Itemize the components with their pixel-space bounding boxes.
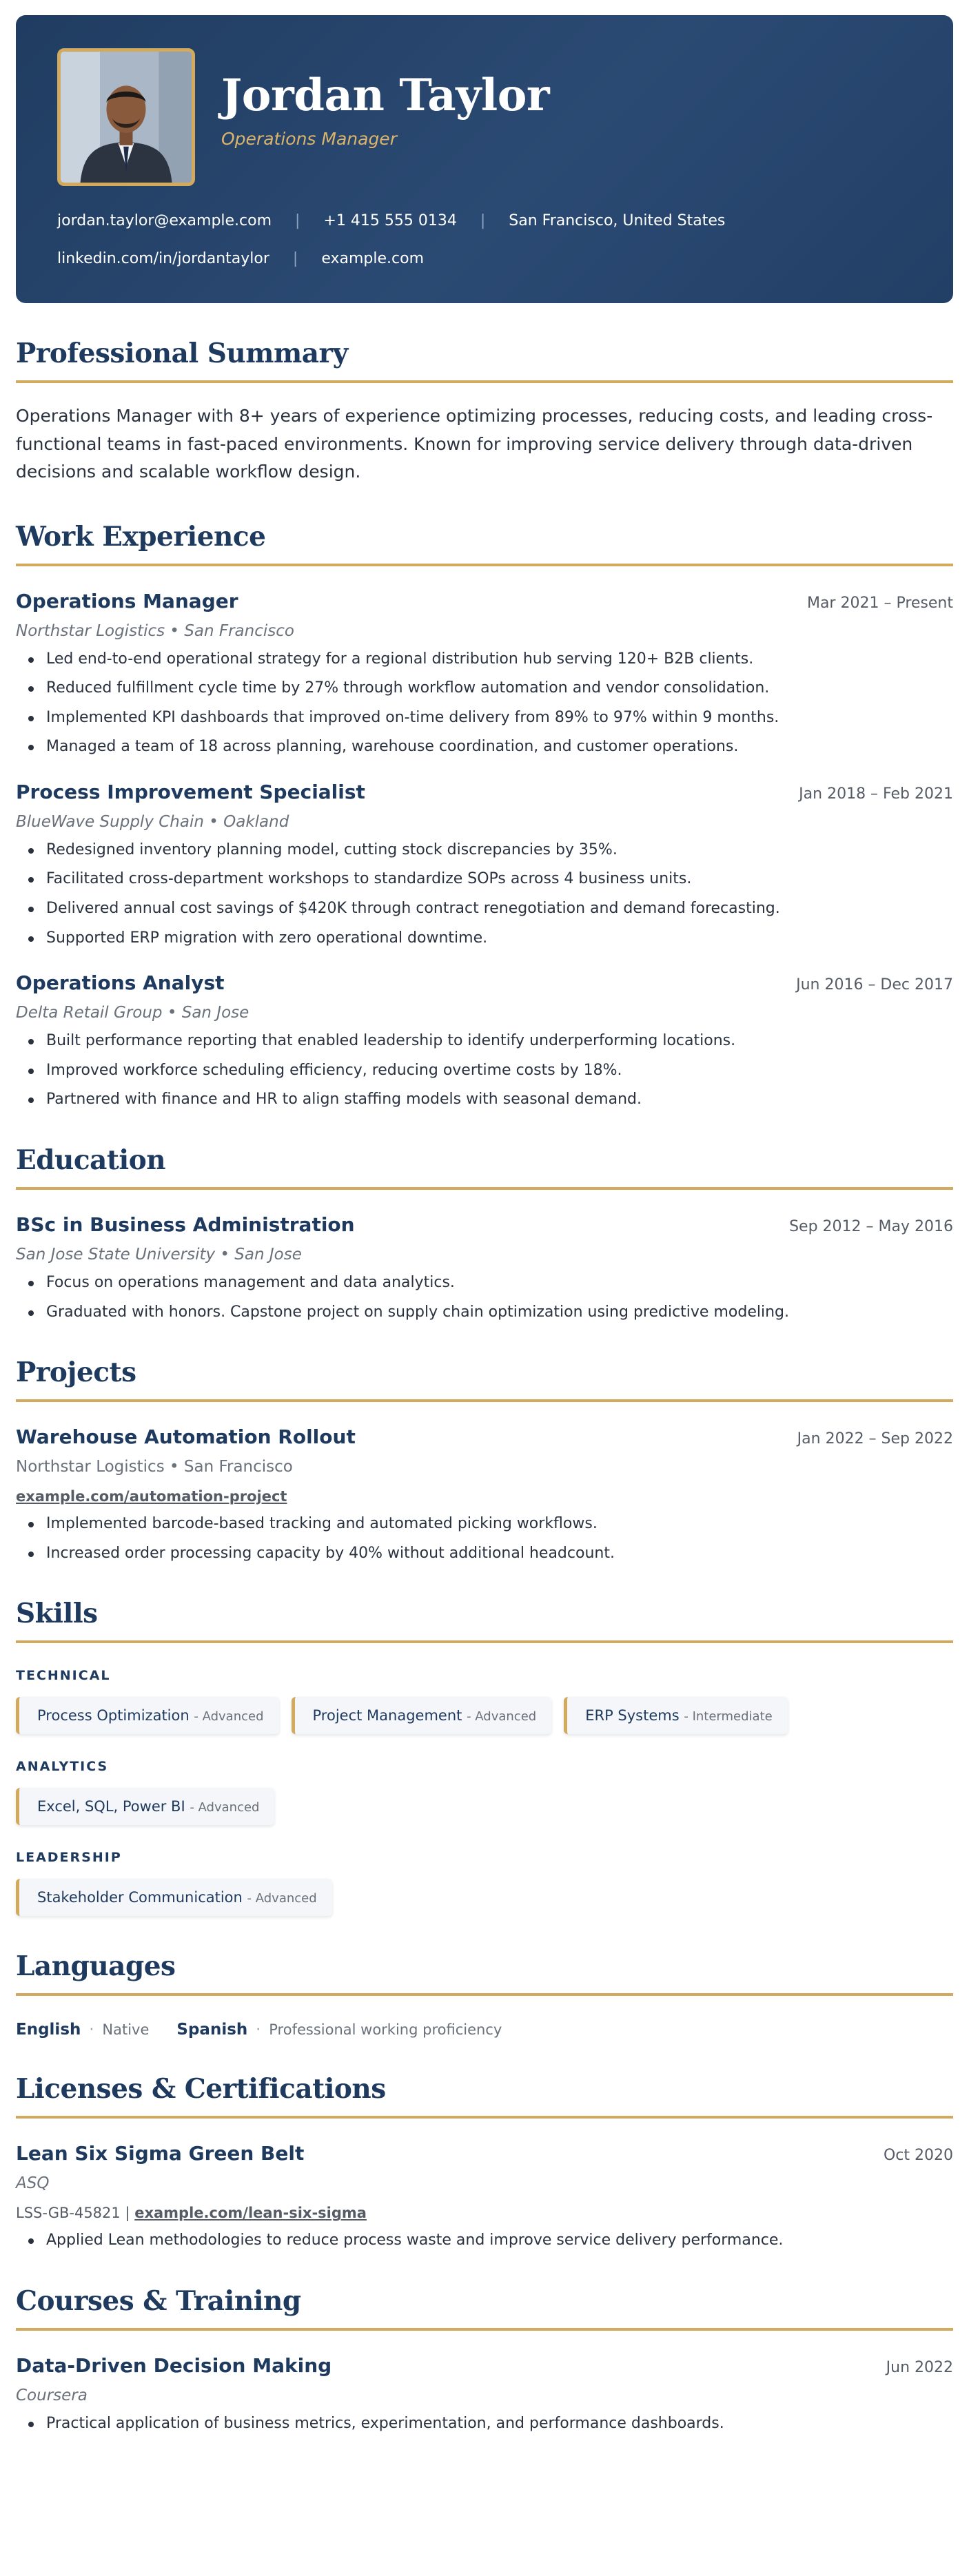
section-title-projects: Projects: [16, 1357, 953, 1402]
certification-date: Oct 2020: [883, 2147, 953, 2165]
skill-level: - Advanced: [247, 1891, 317, 1906]
project-link[interactable]: example.com/automation-project: [16, 1488, 287, 1505]
contact-separator: |: [292, 250, 298, 267]
school-name: San Jose State University • San Jose: [16, 1246, 302, 1264]
profile-photo: [57, 48, 195, 186]
bullet-item: Partnered with finance and HR to align staffing models with seasonal demand.: [16, 1090, 953, 1110]
project-entry: [16, 1425, 953, 1563]
skill-chip: [16, 1879, 332, 1916]
course-title: Data-Driven Decision Making: [16, 2354, 332, 2377]
project-link-row: [16, 1488, 953, 1505]
skill-group-label: LEADERSHIP: [16, 1850, 122, 1866]
job-bullets: [16, 841, 953, 948]
project-org: Northstar Logistics • San Francisco: [16, 1458, 293, 1476]
education-bullets: [16, 1273, 953, 1322]
entry-head: [16, 2142, 953, 2165]
job-org: BlueWave Supply Chain • Oakland: [16, 812, 289, 831]
certifications-section: [16, 2073, 953, 2251]
candidate-name: Jordan Taylor: [221, 70, 550, 122]
skill-name: ERP Systems: [585, 1707, 680, 1724]
skill-chip: [16, 1788, 274, 1825]
certification-credential-id: LSS-GB-45821 |: [16, 2205, 130, 2222]
bullet-item: Improved workforce scheduling efficiency, reducing overtime costs by 18%.: [16, 1061, 953, 1081]
skill-level: - Advanced: [190, 1800, 260, 1815]
projects-section: [16, 1357, 953, 1563]
skill-level: - Advanced: [194, 1709, 264, 1724]
resume-header: [16, 15, 953, 303]
certification-issuer: ASQ: [16, 2174, 50, 2193]
skill-chip: [564, 1697, 788, 1734]
certification-credential-row: [16, 2205, 953, 2221]
skill-chip: [292, 1697, 552, 1734]
certification-bullets: [16, 2231, 953, 2251]
contact-separator: |: [480, 212, 486, 229]
contact-linkedin[interactable]: linkedin.com/in/jordantaylor: [57, 250, 269, 267]
course-bullets: [16, 2414, 953, 2434]
section-title-summary: Professional Summary: [16, 338, 953, 383]
skill-name: Process Optimization: [37, 1707, 190, 1724]
degree-date: Sep 2012 – May 2016: [789, 1218, 953, 1236]
bullet-item: Implemented KPI dashboards that improved on-time delivery from 89% to 97% within 9 months.: [16, 708, 953, 728]
skill-group-label: TECHNICAL: [16, 1668, 111, 1684]
summary-section: [16, 338, 953, 486]
section-title-experience: Work Experience: [16, 521, 953, 566]
entry-head: [16, 1213, 953, 1236]
bullet-item: Facilitated cross-department workshops to standardize SOPs across 4 business units.: [16, 869, 953, 889]
skill-level: - Intermediate: [684, 1709, 773, 1724]
language-level: Native: [102, 2021, 150, 2039]
project-date: Jan 2022 – Sep 2022: [797, 1430, 953, 1448]
bullet-item: Led end-to-end operational strategy for a regional distribution hub serving 120+ B2B clients.: [16, 650, 953, 670]
contact-row-primary: [57, 212, 912, 229]
bullet-item: Built performance reporting that enabled leadership to identify underperforming locations.: [16, 1031, 953, 1051]
course-provider: Coursera: [16, 2387, 88, 2404]
bullet-item: Implemented barcode-based tracking and automated picking workflows.: [16, 1514, 953, 1534]
job-date: Jan 2018 – Feb 2021: [799, 785, 953, 803]
entry-head: [16, 2354, 953, 2377]
bullet-item: Increased order processing capacity by 40% without additional headcount.: [16, 1544, 953, 1564]
project-bullets: [16, 1514, 953, 1563]
bullet-item: Practical application of business metrics, experimentation, and performance dashboards.: [16, 2414, 953, 2434]
language-dot: ·: [89, 2021, 94, 2039]
job-title: Operations Manager: [16, 589, 238, 612]
bullet-item: Reduced fulfillment cycle time by 27% through workflow automation and vendor consolidation.: [16, 679, 953, 699]
entry-head: [16, 971, 953, 994]
summary-text: Operations Manager with 8+ years of experience optimizing processes, reducing costs, and leading cross-functional teams in fast-paced environments. Known for improving service delivery through data-driven decisions and scalable workflow design.: [16, 406, 933, 482]
certification-title: Lean Six Sigma Green Belt: [16, 2142, 305, 2165]
bullet-item: Applied Lean methodologies to reduce process waste and improve service delivery performance.: [16, 2231, 953, 2251]
language-level: Professional working proficiency: [269, 2021, 502, 2039]
section-title-courses: Courses & Training: [16, 2285, 953, 2331]
language-name: English: [16, 2021, 81, 2039]
skill-chips: [16, 1697, 953, 1734]
skills-section: [16, 1598, 953, 1916]
section-title-languages: Languages: [16, 1950, 953, 1996]
contact-phone[interactable]: +1 415 555 0134: [323, 212, 457, 229]
skill-group-label: ANALYTICS: [16, 1759, 109, 1775]
experience-entry: [16, 781, 953, 948]
experience-entry: [16, 971, 953, 1110]
contact-row-secondary: [57, 250, 912, 267]
skill-name: Stakeholder Communication: [37, 1889, 243, 1906]
experience-section: [16, 521, 953, 1111]
skill-chip: [16, 1697, 279, 1734]
bullet-item: Focus on operations management and data analytics.: [16, 1273, 953, 1293]
entry-head: [16, 781, 953, 803]
job-org: Northstar Logistics • San Francisco: [16, 621, 294, 640]
language-name: Spanish: [176, 2021, 248, 2039]
certification-link[interactable]: example.com/lean-six-sigma: [134, 2205, 367, 2222]
header-top: [57, 48, 912, 186]
section-title-skills: Skills: [16, 1598, 953, 1643]
job-title: Process Improvement Specialist: [16, 780, 365, 803]
job-bullets: [16, 1031, 953, 1110]
skill-level: - Advanced: [467, 1709, 537, 1724]
contact-location: San Francisco, United States: [509, 212, 726, 229]
job-date: Mar 2021 – Present: [806, 594, 953, 612]
language-dot: ·: [256, 2021, 261, 2039]
bullet-item: Redesigned inventory planning model, cutting stock discrepancies by 35%.: [16, 841, 953, 861]
skill-name: Excel, SQL, Power BI: [37, 1798, 185, 1815]
certification-entry: [16, 2142, 953, 2251]
education-section: [16, 1144, 953, 1322]
bullet-item: Managed a team of 18 across planning, warehouse coordination, and customer operations.: [16, 737, 953, 757]
name-block: [221, 72, 549, 148]
bullet-item: Graduated with honors. Capstone project on supply chain optimization using predictive modeling.: [16, 1303, 953, 1323]
bullet-item: Delivered annual cost savings of $420K through contract renegotiation and demand forecasting.: [16, 899, 953, 919]
entry-head: [16, 590, 953, 612]
profile-photo-illustration: [61, 52, 192, 183]
contact-separator: |: [295, 212, 300, 229]
contact-email[interactable]: jordan.taylor@example.com: [57, 212, 272, 229]
languages-section: [16, 1950, 953, 2039]
courses-section: [16, 2285, 953, 2434]
education-entry: [16, 1213, 953, 1322]
candidate-title: Operations Manager: [221, 128, 397, 149]
contact-website[interactable]: example.com: [321, 250, 424, 267]
skill-name: Project Management: [312, 1707, 462, 1724]
job-org: Delta Retail Group • San Jose: [16, 1004, 249, 1022]
job-bullets: [16, 650, 953, 757]
entry-head: [16, 1425, 953, 1448]
project-title: Warehouse Automation Rollout: [16, 1425, 356, 1449]
section-title-education: Education: [16, 1144, 953, 1190]
degree-title: BSc in Business Administration: [16, 1213, 355, 1237]
skill-chips: [16, 1788, 953, 1825]
skill-chips: [16, 1879, 953, 1916]
course-date: Jun 2022: [886, 2359, 953, 2376]
section-title-certifications: Licenses & Certifications: [16, 2073, 953, 2119]
job-date: Jun 2016 – Dec 2017: [796, 976, 953, 994]
job-title: Operations Analyst: [16, 971, 225, 995]
experience-entry: [16, 590, 953, 757]
course-entry: [16, 2354, 953, 2434]
languages-row: [16, 2021, 953, 2039]
bullet-item: Supported ERP migration with zero operational downtime.: [16, 929, 953, 949]
